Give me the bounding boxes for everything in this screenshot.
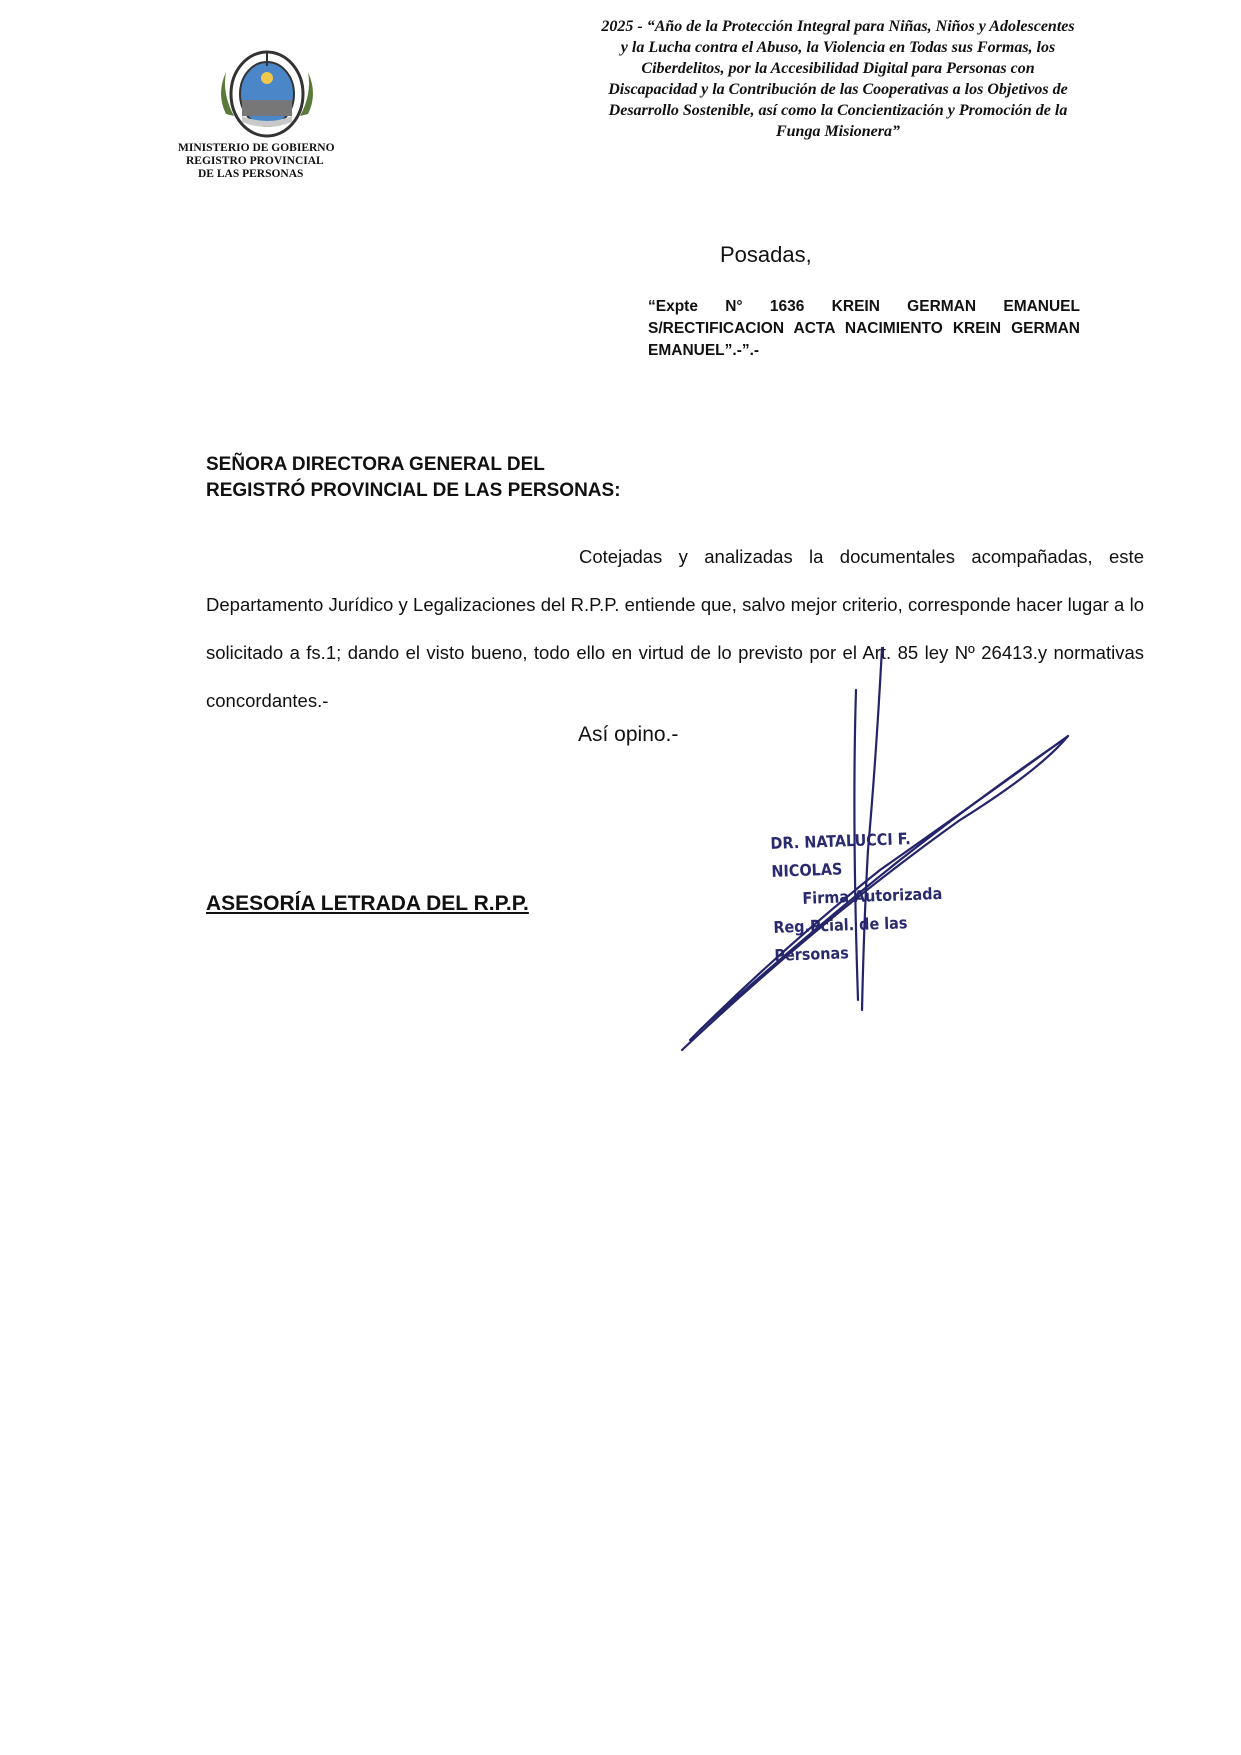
motto-line: 2025 - “Año de la Protección Integral para Niñas, Niños y Adolescentes [601,18,1075,35]
year-motto [548,16,1128,142]
addressee-line: REGISTRÓ PROVINCIAL DE LAS PERSONAS: [206,480,621,501]
document-city: Posadas, [720,242,812,267]
addressee-line: SEÑORA DIRECTORA GENERAL DEL [206,454,545,475]
case-reference: “Expte N° 1636 KREIN GERMAN EMANUEL S/RECTIFICACION ACTA NACIMIENTO KREIN GERMAN EMANUEL”.-”.- [648,298,1080,359]
ministry-heading [178,142,368,181]
motto-line: Ciberdelitos, por la Accesibilidad Digital para Personas con [641,60,1035,77]
ministry-line: REGISTRO PROVINCIAL [186,155,324,167]
office-title: ASESORÍA LETRADA DEL R.P.P. [206,892,529,915]
provincial-seal-icon [212,44,322,144]
ministry-line: DE LAS PERSONAS [198,168,304,180]
stamp-line: Reg.Pcial. de las Personas [773,913,908,965]
addressee [206,452,906,504]
stamp-line: Firma Autorizada [802,883,943,908]
signature-stamp [768,823,973,970]
motto-line: Funga Misionera” [775,123,901,140]
opinion-body: Cotejadas y analizadas la documentales acompañadas, este Departamento Jurídico y Legalizaciones del R.P.P. entiende que, salvo mejor criterio, corresponde hacer lugar a lo solicitado a fs.1; dando el visto bueno, todo ello en virtud de lo previsto por el Art. 85 ley Nº 26413.y normativas concordantes.- [206,546,1144,711]
motto-line: Discapacidad y la Contribución de las Cooperativas a los Objetivos de [608,81,1068,98]
ministry-line: MINISTERIO DE GOBIERNO [178,142,335,154]
closing-phrase: Así opino.- [578,723,679,746]
motto-line: y la Lucha contra el Abuso, la Violencia en Todas sus Formas, los [620,39,1056,56]
stamp-line: DR. NATALUCCI F. NICOLAS [770,829,911,881]
motto-line: Desarrollo Sostenible, así como la Concientización y Promoción de la [608,102,1068,119]
